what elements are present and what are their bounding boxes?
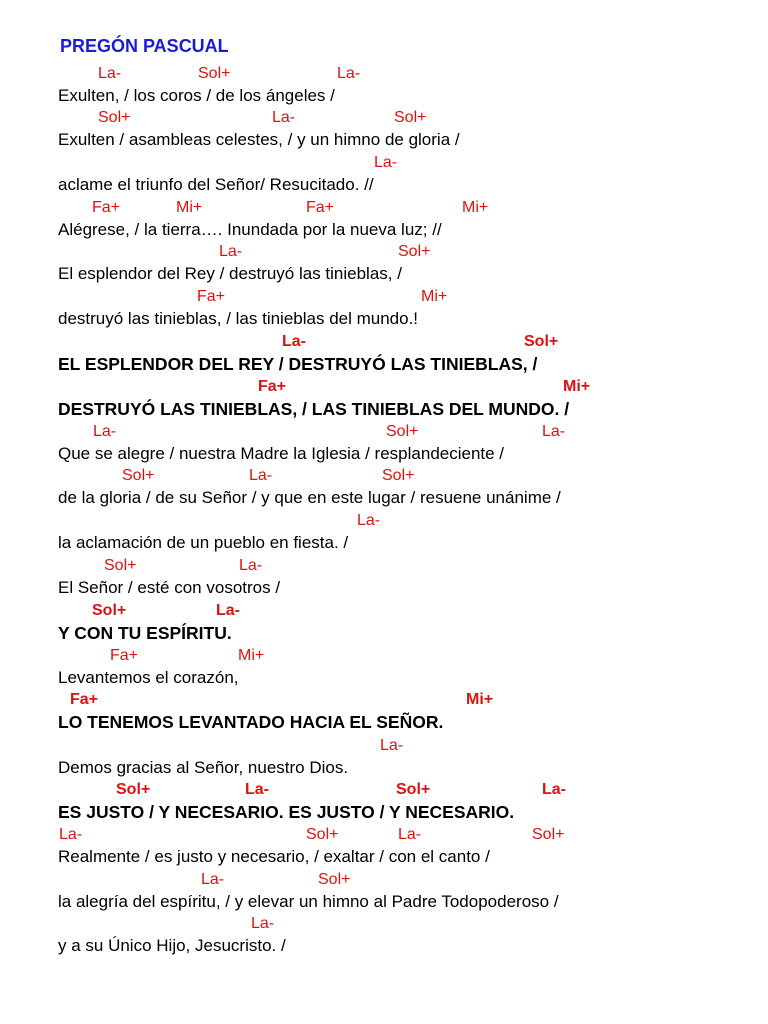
verse-line bbox=[0, 198, 768, 242]
lyric-line: DESTRUYÓ LAS TINIEBLAS, / LAS TINIEBLAS DEL MUNDO. / bbox=[58, 399, 570, 419]
chord: Sol+ bbox=[116, 781, 151, 798]
chord: Mi+ bbox=[466, 691, 494, 708]
verse-line bbox=[0, 108, 768, 152]
verse-line bbox=[0, 64, 768, 108]
chord: La- bbox=[251, 915, 275, 932]
verse-line bbox=[0, 287, 768, 331]
chord: Mi+ bbox=[421, 288, 448, 305]
verse-line bbox=[0, 736, 768, 780]
verse-line bbox=[0, 422, 768, 466]
verse-line bbox=[0, 646, 768, 690]
chord: La- bbox=[357, 512, 381, 529]
chord: Sol+ bbox=[398, 243, 431, 260]
chord: Sol+ bbox=[394, 109, 427, 126]
lyric-line: EL ESPLENDOR DEL REY / DESTRUYÓ LAS TINIEBLAS, / bbox=[58, 354, 538, 374]
chord: Fa+ bbox=[258, 378, 287, 395]
lyric-line: la aclamación de un pueblo en fiesta. / bbox=[58, 533, 349, 552]
verse-line bbox=[0, 870, 768, 914]
chord: La- bbox=[98, 65, 122, 82]
chord: La- bbox=[380, 737, 404, 754]
chord: Fa+ bbox=[197, 288, 226, 305]
verse-line bbox=[0, 153, 768, 197]
response-line bbox=[0, 690, 768, 734]
chord: La- bbox=[249, 467, 273, 484]
lyric-line: Demos gracias al Señor, nuestro Dios. bbox=[58, 758, 349, 777]
page-title: PREGÓN PASCUAL bbox=[60, 36, 229, 56]
chord: La- bbox=[282, 333, 306, 350]
chord: La- bbox=[337, 65, 361, 82]
chord: La- bbox=[245, 781, 269, 798]
chord: Mi+ bbox=[563, 378, 591, 395]
chord: La- bbox=[219, 243, 243, 260]
chord: La- bbox=[59, 826, 83, 843]
lyric-line: Realmente / es justo y necesario, / exaltar / con el canto / bbox=[58, 847, 490, 866]
chord: La- bbox=[398, 826, 422, 843]
verse-line bbox=[0, 511, 768, 555]
lyric-line: y a su Único Hijo, Jesucristo. / bbox=[58, 936, 286, 955]
lyric-line: Que se alegre / nuestra Madre la Iglesia / resplandeciente / bbox=[58, 444, 505, 463]
chord: Fa+ bbox=[306, 199, 335, 216]
lyric-line: destruyó las tinieblas, / las tinieblas del mundo.! bbox=[58, 309, 419, 328]
lyric-line: El Señor / esté con vosotros / bbox=[58, 578, 281, 597]
lyric-line: de la gloria / de su Señor / y que en este lugar / resuene unánime / bbox=[58, 488, 561, 507]
chord: La- bbox=[374, 154, 398, 171]
chord: Sol+ bbox=[382, 467, 415, 484]
chord: Sol+ bbox=[92, 602, 127, 619]
chord: Sol+ bbox=[524, 333, 559, 350]
chord: Sol+ bbox=[122, 467, 155, 484]
lyric-line: Alégrese, / la tierra…. Inundada por la nueva luz; // bbox=[58, 220, 442, 239]
chord: Sol+ bbox=[306, 826, 339, 843]
response-line bbox=[0, 601, 768, 645]
verse-line bbox=[0, 914, 768, 958]
response-line bbox=[0, 332, 768, 376]
lyric-line: El esplendor del Rey / destruyó las tinieblas, / bbox=[58, 264, 402, 283]
chord: La- bbox=[542, 423, 566, 440]
verse-line bbox=[0, 825, 768, 869]
chord: Fa+ bbox=[92, 199, 121, 216]
chord: Mi+ bbox=[238, 647, 265, 664]
chord: Sol+ bbox=[386, 423, 419, 440]
verse-line bbox=[0, 556, 768, 600]
chord: Mi+ bbox=[462, 199, 489, 216]
chord: Sol+ bbox=[532, 826, 565, 843]
lyric-line: la alegría del espíritu, / y elevar un himno al Padre Todopoderoso / bbox=[58, 892, 559, 911]
lyric-line: Exulten, / los coros / de los ángeles / bbox=[58, 86, 335, 105]
response-line bbox=[0, 377, 768, 421]
chord: La- bbox=[239, 557, 263, 574]
chord: Fa+ bbox=[110, 647, 139, 664]
response-line bbox=[0, 780, 768, 824]
chord: Mi+ bbox=[176, 199, 203, 216]
chord: Sol+ bbox=[104, 557, 137, 574]
chord: La- bbox=[216, 602, 240, 619]
lyric-line: Y CON TU ESPÍRITU. bbox=[58, 623, 232, 643]
lyric-line: LO TENEMOS LEVANTADO HACIA EL SEÑOR. bbox=[58, 712, 444, 732]
verse-line bbox=[0, 242, 768, 286]
chord: Sol+ bbox=[318, 871, 351, 888]
verse-line bbox=[0, 466, 768, 510]
chord: Sol+ bbox=[396, 781, 431, 798]
chord: La- bbox=[201, 871, 225, 888]
chord: Sol+ bbox=[198, 65, 231, 82]
lyric-line: Levantemos el corazón, bbox=[58, 668, 239, 687]
chord: La- bbox=[272, 109, 296, 126]
lyric-line: ES JUSTO / Y NECESARIO. ES JUSTO / Y NECESARIO. bbox=[58, 802, 515, 822]
chord: Fa+ bbox=[70, 691, 99, 708]
lyric-line: Exulten / asambleas celestes, / y un himno de gloria / bbox=[58, 130, 460, 149]
chord: La- bbox=[542, 781, 566, 798]
chord: Sol+ bbox=[98, 109, 131, 126]
lyric-line: aclame el triunfo del Señor/ Resucitado. // bbox=[58, 175, 374, 194]
chord: La- bbox=[93, 423, 117, 440]
